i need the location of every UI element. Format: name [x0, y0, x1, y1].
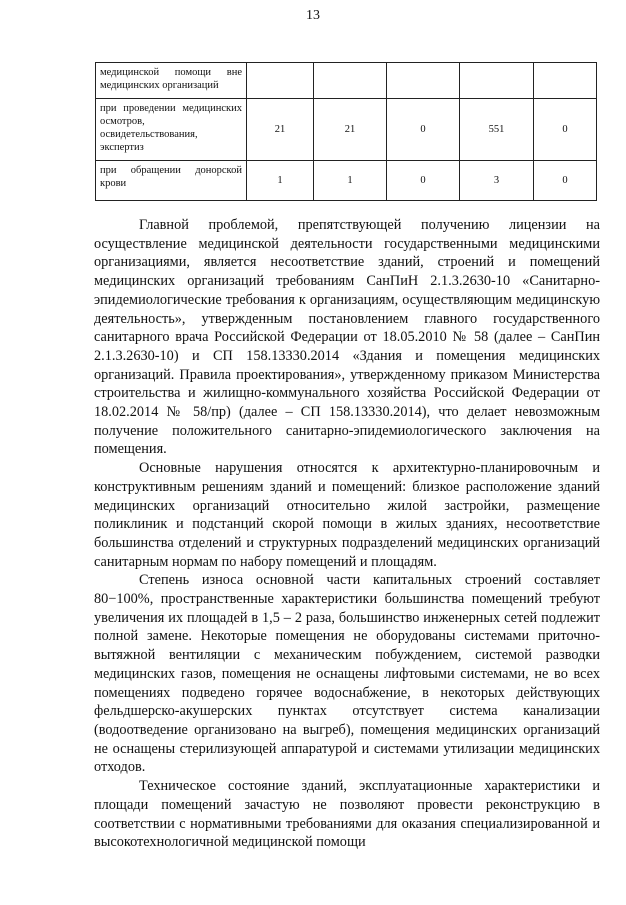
- paragraph: Техническое состояние зданий, эксплуатационные характеристики и площади помещений зачастую не позволяют провести реконструкцию в соответствии с нормативными требованиями для оказания специализированной и высокотехнологичной медицинской помощи: [94, 778, 600, 851]
- table-cell: 1: [247, 161, 314, 201]
- table-row: [96, 161, 597, 201]
- table-cell: 1: [314, 161, 387, 201]
- row-label: при обращении донорской крови: [96, 161, 247, 201]
- table-cell: [460, 63, 534, 99]
- page-number: 13: [306, 8, 320, 23]
- statistics-table: [95, 62, 597, 201]
- table-row: [96, 99, 597, 161]
- table-cell: [534, 63, 597, 99]
- table-cell: 551: [460, 99, 534, 161]
- table-row: [96, 63, 597, 99]
- body-text: [94, 216, 600, 852]
- table-cell: 0: [387, 161, 460, 201]
- table-cell: 0: [387, 99, 460, 161]
- paragraph: Основные нарушения относятся к архитектурно-планировочным и конструктивным решениям зданий и помещений: близкое расположение зданий медицинских организаций относительно жилой застройки, размещение поликлиник и подстанций скорой помощи в жилых зданиях, несоответствие большинства отделений и структурных подразделений медицинских организаций санитарным нормам по набору помещений и площадям.: [94, 460, 600, 570]
- table-cell: [314, 63, 387, 99]
- table-cell: 3: [460, 161, 534, 201]
- row-label: медицинской помощи вне медицинских организаций: [96, 63, 247, 99]
- table-cell: 21: [314, 99, 387, 161]
- row-label: при проведении медицинских осмотров, освидетельствования, экспертиз: [96, 99, 247, 161]
- table-cell: 0: [534, 161, 597, 201]
- table-cell: 0: [534, 99, 597, 161]
- table-cell: [387, 63, 460, 99]
- paragraph: Главной проблемой, препятствующей получению лицензии на осуществление медицинской деятельности государственными медицинскими организациями, является несоответствие зданий, строений и помещений медицинских организаций требованиям СанПиН 2.1.3.2630-10 «Санитарно-эпидемиологические требования к организациям, осуществляющим медицинскую деятельность», утвержденным постановлением главного государственного санитарного врача Российской Федерации от 18.05.2010 № 58 (далее – СанПин 2.1.3.2630-10) и СП 158.13330.2014 «Здания и помещения медицинских организаций. Правила проектирования», утвержденному приказом Министерства строительства и жилищно-коммунального хозяйства Российской Федерации от 18.02.2014 № 58/пр) (далее – СП 158.13330.2014), что делает невозможным получение положительного санитарно-эпидемиологического заключения на помещения.: [94, 217, 600, 458]
- table-cell: [247, 63, 314, 99]
- paragraph: Степень износа основной части капитальных строений составляет 80−100%, пространственные характеристики большинства помещений требуют увеличения их площадей в 1,5 – 2 раза, большинство инженерных сетей подлежит полной замене. Некоторые помещения не оборудованы системами приточно-вытяжной вентиляции с механическим побуждением, системой разводки медицинских газов, помещения не оснащены лифтовыми системами, не во всех помещениях подведено горячее водоснабжение, в некоторых действующих фельдшерско-акушерских пунктах отсутствует система канализации (водоотведение организовано на выгреб), помещения медицинских организаций не оснащены стерилизующей аппаратурой и системами утилизации медицинских отходов.: [94, 572, 600, 776]
- table-cell: 21: [247, 99, 314, 161]
